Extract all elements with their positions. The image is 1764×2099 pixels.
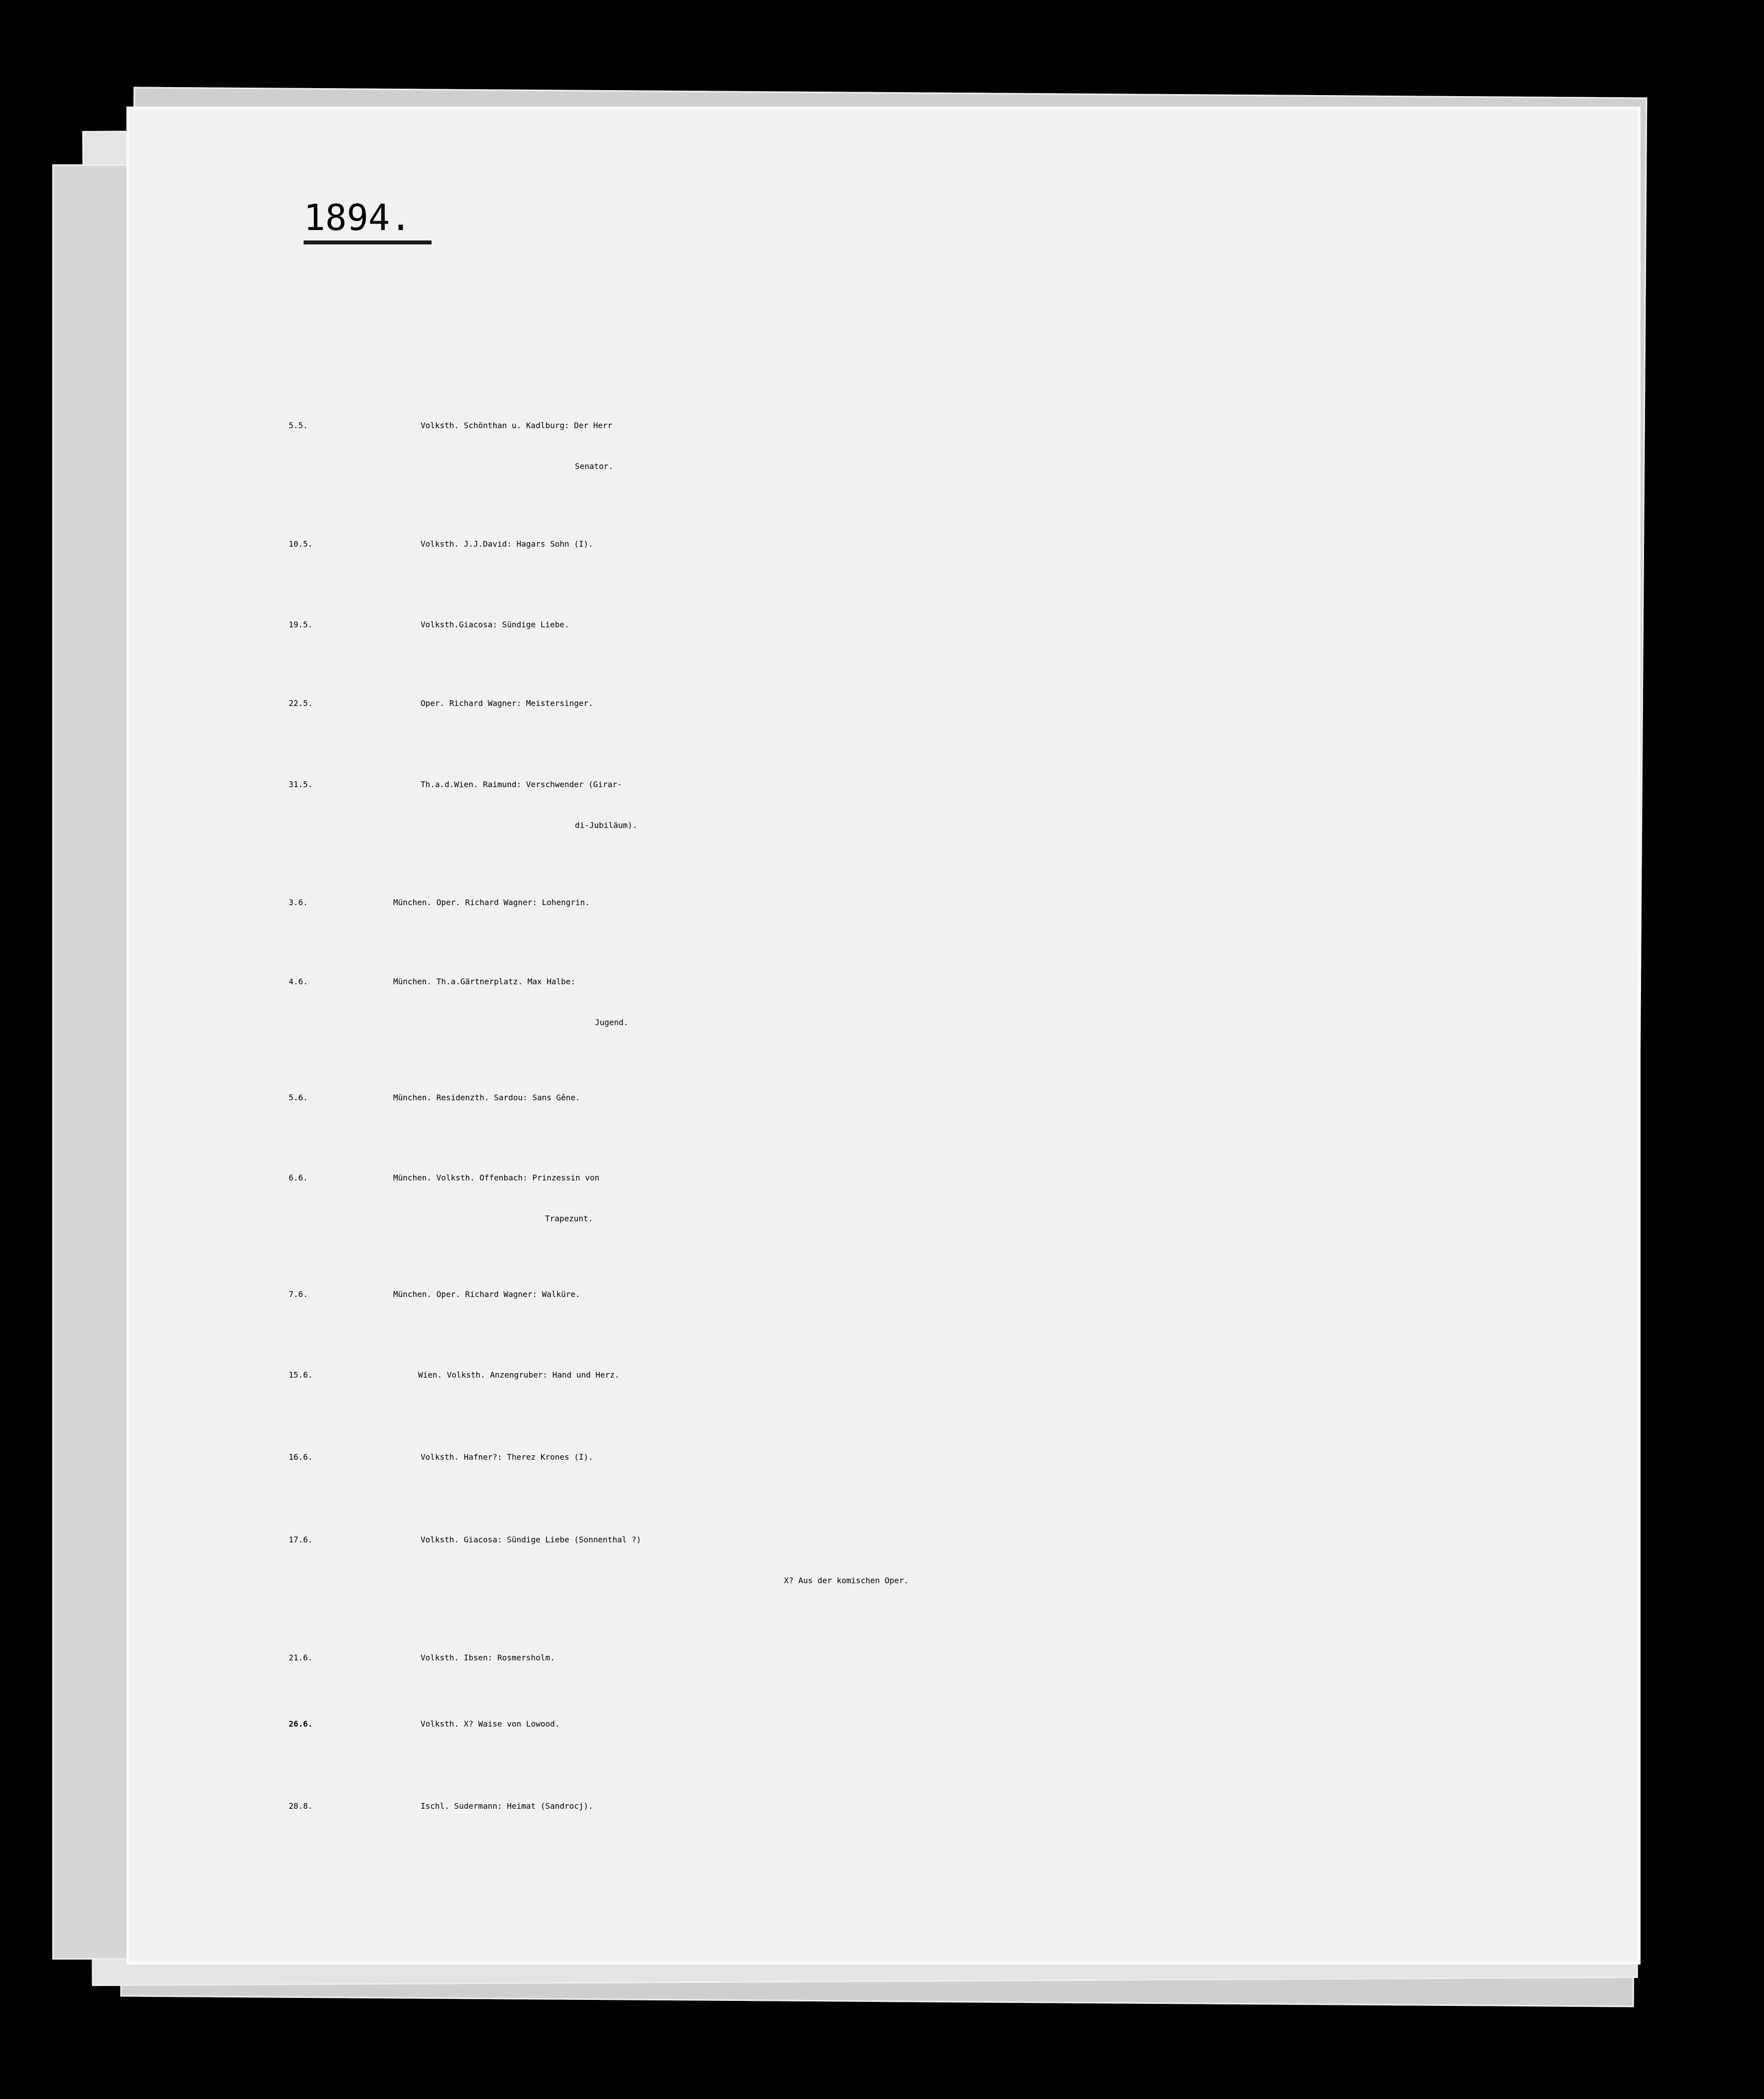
entry-text: Volksth. Schönthan u. Kadlburg: Der Herr — [421, 421, 613, 430]
entry-text: München. Th.a.Gärtnerplatz. Max Halbe: — [393, 977, 576, 986]
entry-continuation: di-Jubiläum). — [575, 820, 638, 830]
entry-date: 15.6. — [289, 1370, 313, 1380]
entry-date: 3.6. — [289, 898, 308, 907]
entry-text: Volksth.Giacosa: Sündige Liebe. — [421, 620, 569, 629]
entry-date: 28.8. — [289, 1801, 313, 1811]
page-heading-year: 1894. — [304, 197, 432, 244]
entry-text: München. Residenzth. Sardou: Sans Gêne. — [393, 1093, 580, 1102]
entry-text: München. Oper. Richard Wagner: Lohengrin. — [393, 898, 590, 907]
entry-text: Volksth. J.J.David: Hagars Sohn (I). — [421, 539, 593, 549]
entry-text: Volksth. Hafner?: Therez Krones (I). — [421, 1452, 593, 1462]
entry-date: 6.6. — [289, 1173, 308, 1182]
entry-text: Volksth. X? Waise von Lowood. — [421, 1719, 560, 1729]
typed-page — [129, 110, 1638, 1962]
entry-text: München. Volksth. Offenbach: Prinzessin von — [393, 1173, 600, 1182]
entry-continuation: Trapezunt. — [545, 1214, 593, 1223]
entry-date: 4.6. — [289, 977, 308, 986]
entry-date: 7.6. — [289, 1289, 308, 1299]
entry-text: Volksth. Ibsen: Rosmersholm. — [421, 1653, 555, 1662]
entry-date: 19.5. — [289, 620, 313, 629]
entry-date: 17.6. — [289, 1535, 313, 1544]
entry-date: 21.6. — [289, 1653, 313, 1662]
entry-text: Ischl. Sudermann: Heimat (Sandrocj). — [421, 1801, 593, 1811]
entry-date: 16.6. — [289, 1452, 313, 1462]
entry-continuation: Jugend. — [595, 1018, 629, 1027]
entry-date: 5.6. — [289, 1093, 308, 1102]
entry-date: 26.6. — [289, 1719, 313, 1729]
entry-text: Volksth. Giacosa: Sündige Liebe (Sonnenthal ?) — [421, 1535, 642, 1544]
entry-continuation: Senator. — [575, 462, 614, 471]
entry-text: München. Oper. Richard Wagner: Walküre. — [393, 1289, 580, 1299]
entry-text: Wien. Volksth. Anzengruber: Hand und Herz. — [418, 1370, 620, 1380]
entry-date: 10.5. — [289, 539, 313, 549]
entry-date: 22.5. — [289, 699, 313, 708]
entry-continuation: X? Aus der komischen Oper. — [784, 1576, 909, 1585]
entry-text: Th.a.d.Wien. Raimund: Verschwender (Girar- — [421, 780, 622, 789]
entry-date: 31.5. — [289, 780, 313, 789]
entry-date: 5.5. — [289, 421, 308, 430]
entry-text: Oper. Richard Wagner: Meistersinger. — [421, 699, 593, 708]
